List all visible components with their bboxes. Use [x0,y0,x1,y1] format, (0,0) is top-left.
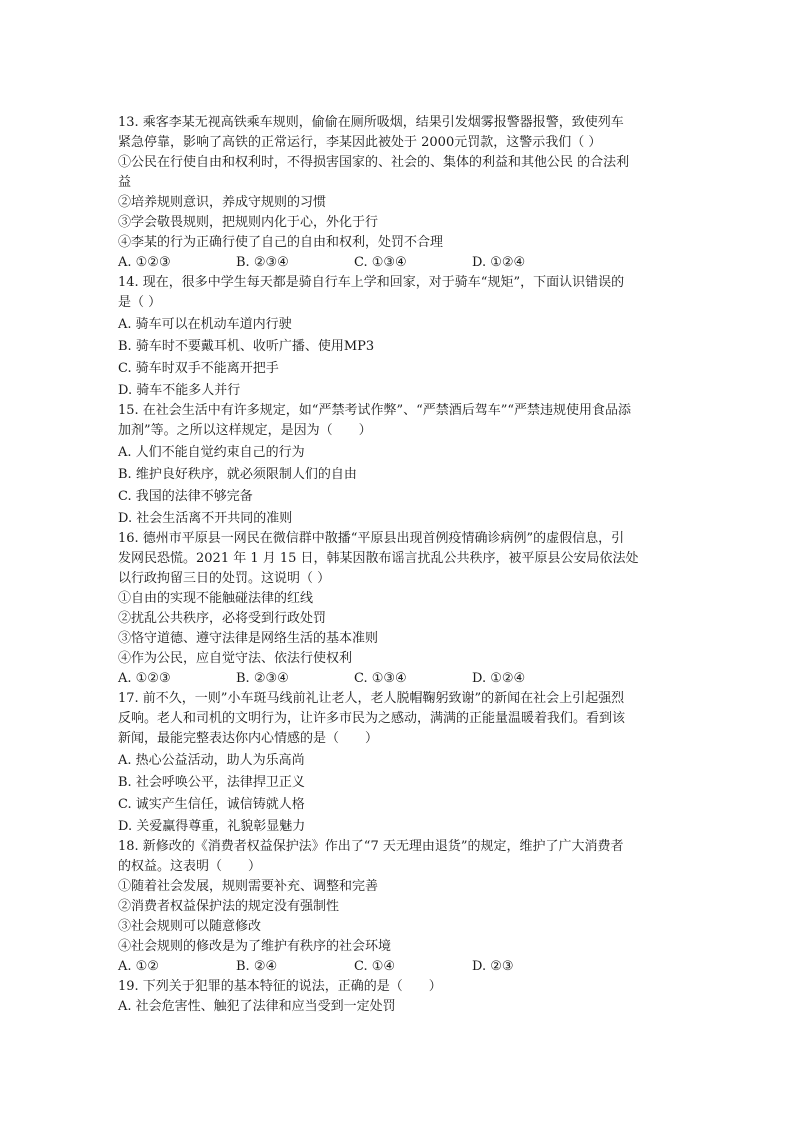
question-stem-line: 的权益。这表明（ ） [118,859,262,874]
question-stem-line: 13. 乘客李某无视高铁乘车规则，偷偷在厕所吸烟，结果引发烟雾报警器报警，致使列车 [118,115,624,130]
choice-item: B. 维护良好秩序，就必须限制人们的自由 [118,467,357,482]
choice-item: B. 社会呼唤公平，法律捍卫正义 [118,775,305,790]
answer-options [118,669,678,689]
answer-options [118,957,678,977]
question-stem-line: 16. 德州市平原县一网民在微信群中散播“平原县出现首例疫情确诊病例”的虚假信息，引 [118,531,625,546]
option-c: C. ①③④ [354,671,407,686]
statement-item: ③学会敬畏规则，把规则内化于心，外化于行 [118,215,379,230]
option-a: A. ①②③ [118,255,171,270]
question-19 [118,977,678,1017]
choice-item: D. 骑车不能多人并行 [118,383,241,398]
statement-item: ①自由的实现不能触碰法律的红线 [118,591,314,606]
choice-item: A. 骑车可以在机动车道内行驶 [118,317,292,332]
choice-item: C. 诚实产生信任，诚信铸就人格 [118,797,305,812]
option-a: A. ①② [118,959,159,974]
question-stem-line: 反响。老人和司机的文明行为，让许多市民为之感动，满满的正能量温暖着我们。看到该 [118,711,626,726]
statement-item: ④作为公民，应自觉守法、依法行使权利 [118,651,353,666]
choice-item: D. 关爱赢得尊重，礼貌彰显魅力 [118,819,306,834]
statement-item: ②扰乱公共秩序，必将受到行政处罚 [118,611,327,626]
question-stem-line: 发网民恐慌。2021 年 1 月 15 日，韩某因散布谣言扰乱公共秩序，被平原县公安局依法处 [118,551,639,566]
question-15 [118,401,678,529]
option-c: C. ①③④ [354,255,407,270]
question-stem-line: 17. 前不久，一则”小车斑马线前礼让老人，老人脱帽鞠躬致谢”的新闻在社会上引起强烈 [118,691,625,706]
question-stem-line: 以行政拘留三日的处罚。这说明（ ） [118,571,331,586]
option-b: B. ②④ [236,959,278,974]
option-b: B. ②③④ [236,255,289,270]
choice-item: B. 骑车时不要戴耳机、收听广播、使用MP3 [118,339,375,354]
question-stem-line: 新闻，最能完整表达你内心情感的是（ ） [118,731,379,746]
question-stem-line: 紧急停靠，影响了高铁的正常运行，李某因此被处于 2000元罚款，这警示我们（ ） [118,135,602,150]
question-17 [118,689,678,837]
question-stem-line: 14. 现在，很多中学生每天都是骑自行车上学和回家，对于骑车“规矩”，下面认识错误的 [118,275,625,290]
question-14 [118,273,678,401]
question-stem-line: 19. 下列关于犯罪的基本特征的说法，正确的是（ ） [118,979,442,994]
choice-item: A. 社会危害性、触犯了法律和应当受到一定处罚 [118,999,396,1014]
option-c: C. ①④ [354,959,396,974]
statement-item: ③社会规则可以随意修改 [118,919,262,934]
question-stem-line: 是（ ） [118,295,162,310]
question-18 [118,837,678,977]
question-13 [118,113,678,273]
statement-item: ②培养规则意识，养成守规则的习惯 [118,195,327,210]
question-stem-line: 加剂”等。之所以这样规定，是因为（ ） [118,423,372,438]
statement-item: ②消费者权益保护法的规定没有强制性 [118,899,340,914]
option-d: D. ①②④ [472,255,526,270]
statement-item: 益 [118,175,132,190]
statement-item: ①公民在行使自由和权利时，不得损害国家的、社会的、集体的利益和其他公民 的合法利 [118,155,630,170]
choice-item: C. 骑车时双手不能离开把手 [118,361,279,376]
question-stem-line: 18. 新修改的《消费者权益保护法》作出了“7 天无理由退货”的规定，维护了广大消费者 [118,839,624,854]
choice-item: D. 社会生活离不开共同的准则 [118,511,293,526]
statement-item: ①随着社会发展，规则需要补充、调整和完善 [118,879,379,894]
statement-item: ④社会规则的修改是为了维护有秩序的社会环境 [118,939,392,954]
question-16 [118,529,678,689]
question-stem-line: 15. 在社会生活中有许多规定，如“严禁考试作弊”、“严禁酒后驾车”“严禁违规使用食品添 [118,403,632,418]
option-a: A. ①②③ [118,671,171,686]
option-d: D. ②③ [472,959,514,974]
question-list [118,113,678,1017]
option-b: B. ②③④ [236,671,289,686]
choice-item: A. 热心公益活动，助人为乐高尚 [118,753,305,768]
choice-item: C. 我国的法律不够完备 [118,489,253,504]
choice-item: A. 人们不能自觉约束自己的行为 [118,445,305,460]
answer-options [118,253,678,273]
statement-item: ③恪守道德、遵守法律是网络生活的基本准则 [118,631,379,646]
statement-item: ④李某的行为正确行使了自己的自由和权利，处罚不合理 [118,235,444,250]
option-d: D. ①②④ [472,671,526,686]
